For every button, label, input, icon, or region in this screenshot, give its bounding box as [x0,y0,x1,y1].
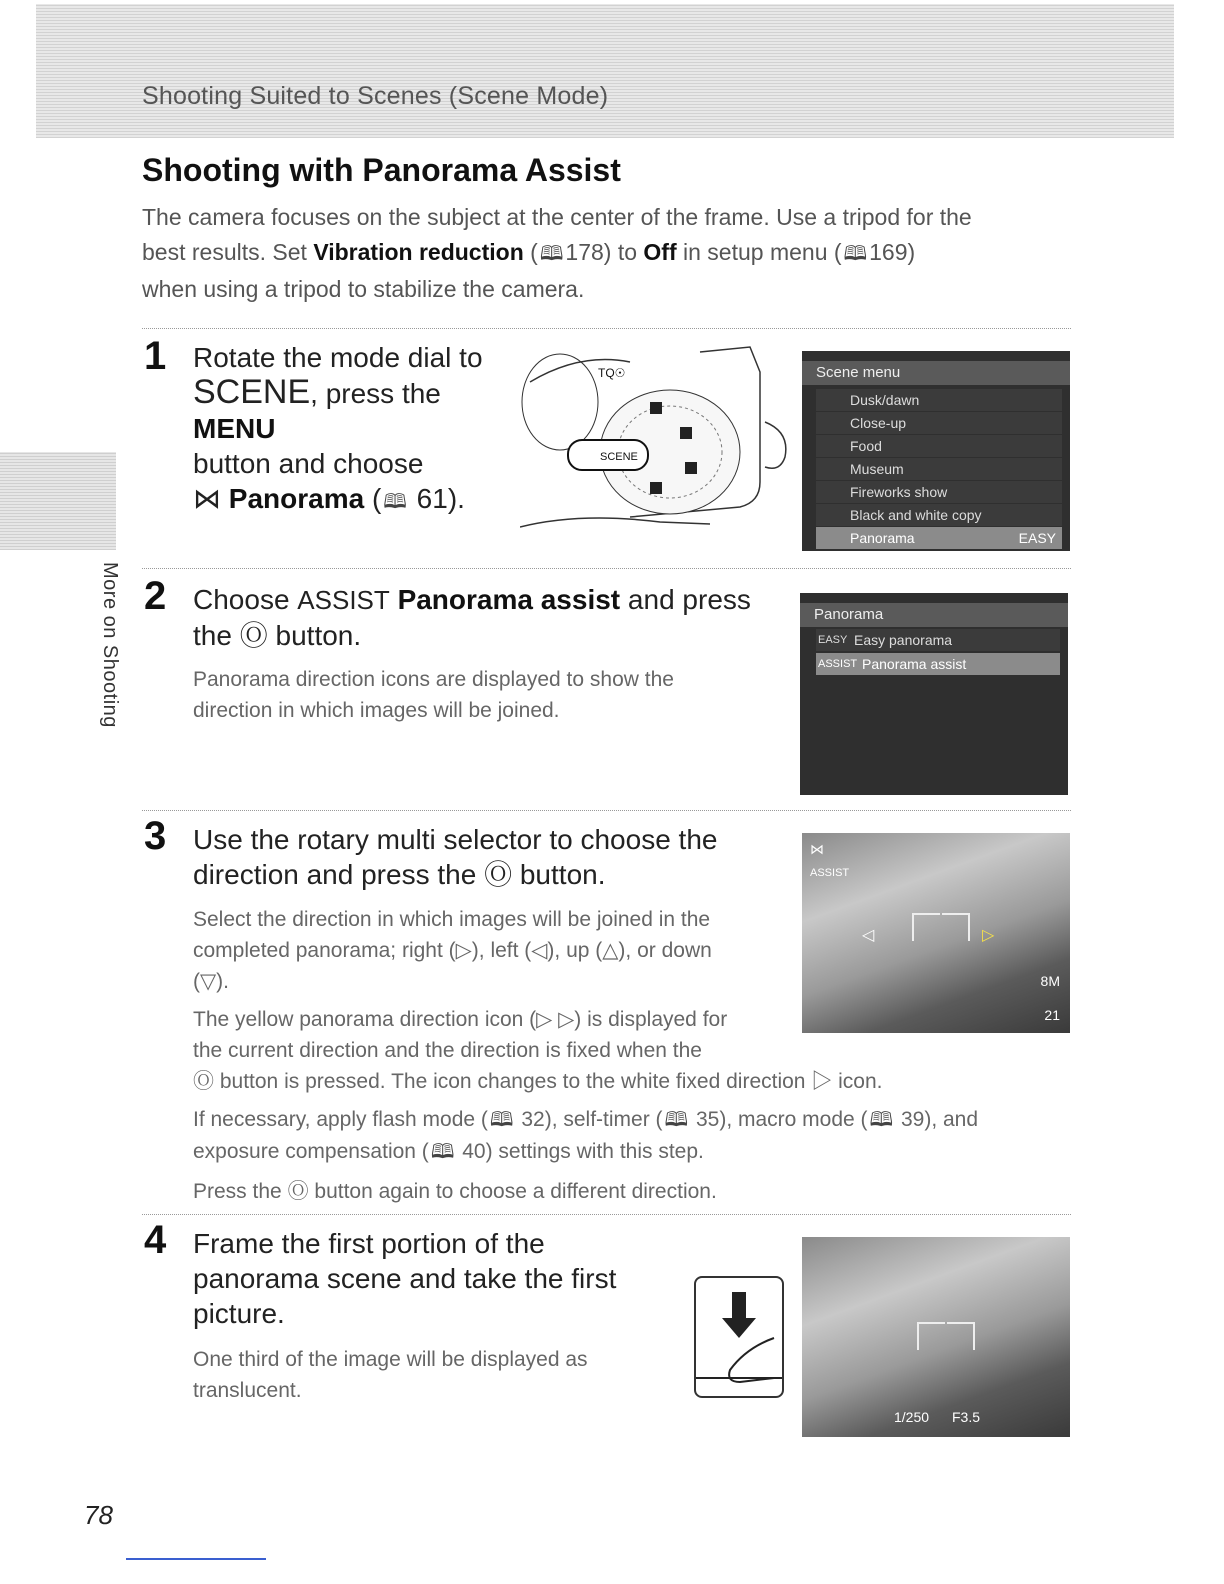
menu-item: Dusk/dawn [816,389,1062,411]
image-size-label: 8M [1040,973,1060,989]
intro-paragraph [142,200,1082,307]
intro-line-3: when using a tripod to stabilize the camera. [142,276,585,302]
step-3-body-1: Select the direction in which images will be joined in the completed panorama; right (▷), left (◁), up (△), or down (▽). [193,908,712,993]
panorama-icon: ⋈ [810,841,824,857]
book-icon: 🕮 [664,1109,689,1131]
page-number: 78 [84,1500,113,1530]
step-1-title: Rotate the mode dial to SCENE, press the MENU button and choose ⋈ Panorama ( 🕮 61). [193,340,513,520]
step-4-body: One third of the image will be displayed as translucent. [193,1348,588,1402]
screen-header: Scene menu [802,361,1070,385]
divider [142,810,1071,811]
preview-screen-step-4 [802,1237,1070,1437]
panorama-menu-screen [800,593,1068,795]
left-arrow-icon: ◁ [862,927,875,944]
easy-badge: EASY [1018,530,1056,546]
divider [142,568,1071,569]
book-icon: 🕮 [383,491,407,513]
step-2-title: Choose ASSIST Panorama assist and press the Ⓞ button. [193,584,751,651]
exposure-count: 21 [1044,1007,1060,1023]
book-icon: 🕮 [869,1109,894,1131]
divider [142,1214,1071,1215]
af-bracket [917,1322,945,1350]
intro-line-2: best results. Set Vibration reduction ( 🕮178) to Off in setup menu ( 🕮169) [142,235,1082,272]
menu-label: MENU [193,413,276,444]
step-3-title: Use the rotary multi selector to choose the direction and press the Ⓞ button. [193,824,718,890]
menu-item: Fireworks show [816,481,1062,503]
book-icon: 🕮 [489,1109,514,1131]
step-number: 1 [144,334,167,378]
footer-line [126,1558,266,1560]
step-3-body-3: If necessary, apply flash mode ( 🕮 32), self-timer ( 🕮 35), macro mode ( 🕮 39), and exposure compensation ( 🕮 40) settings with this step. [193,1104,1073,1168]
step-4-title: Frame the first portion of the panorama scene and take the first picture. [193,1228,617,1329]
book-icon: 🕮 [430,1141,455,1163]
ok-button-icon: Ⓞ [287,1180,309,1203]
af-bracket [942,913,970,941]
scene-menu-screen [802,351,1070,551]
press-down-icon [696,1278,782,1396]
menu-item: Museum [816,458,1062,480]
section-title: Shooting Suited to Scenes (Scene Mode) [142,82,609,110]
shutter-press-illustration [694,1276,784,1398]
af-bracket [947,1322,975,1350]
step-number: 2 [144,574,167,618]
ok-button-icon: Ⓞ [484,859,513,890]
ok-button-icon: Ⓞ [193,1070,214,1093]
af-bracket [912,913,940,941]
shutter-speed: 1/250 [894,1409,930,1425]
book-icon: 🕮 [843,243,868,265]
menu-item-selected: ASSIST Panorama assist [816,653,1060,675]
side-tab-label: More on Shooting [99,562,121,728]
assist-label: ASSIST [297,585,390,615]
book-icon: 🕮 [539,243,564,265]
mode-dial-illustration [520,342,790,542]
screen-header: Panorama [800,603,1068,627]
page-title: Shooting with Panorama Assist [142,152,621,188]
svg-text:TQ☉: TQ☉ [598,366,626,380]
right-arrow-icon: ▷ [982,927,995,944]
scene-label: SCENE [193,373,311,411]
divider [142,328,1071,329]
step-number: 4 [144,1218,167,1262]
intro-line-1: The camera focuses on the subject at the center of the frame. Use a tripod for the [142,204,972,230]
step-3-body-2: The yellow panorama direction icon (▷ ▷) is displayed for the current direction and the direction is fixed when the Ⓞ button is pressed. The icon changes to the white fixed direction ▷ icon. [193,1008,883,1093]
assist-tag: ASSIST [810,867,850,879]
menu-item: Close-up [816,412,1062,434]
menu-item: Food [816,435,1062,457]
panorama-icon: ⋈ [193,483,221,514]
svg-text:SCENE: SCENE [600,451,638,463]
step-2-body: Panorama direction icons are displayed to show the direction in which images will be joined. [193,668,674,722]
preview-screen-step-3 [802,833,1070,1033]
header-band [36,4,1174,138]
side-tab [0,452,116,550]
step-number: 3 [144,814,167,858]
step-3-body-4: Press the Ⓞ button again to choose a different direction. [193,1180,717,1203]
menu-item: Black and white copy [816,504,1062,526]
ok-button-icon: Ⓞ [239,620,268,651]
menu-item-selected: Panorama EASY [816,527,1062,549]
aperture-value: F3.5 [952,1409,981,1425]
menu-item: EASY Easy panorama [816,629,1060,651]
